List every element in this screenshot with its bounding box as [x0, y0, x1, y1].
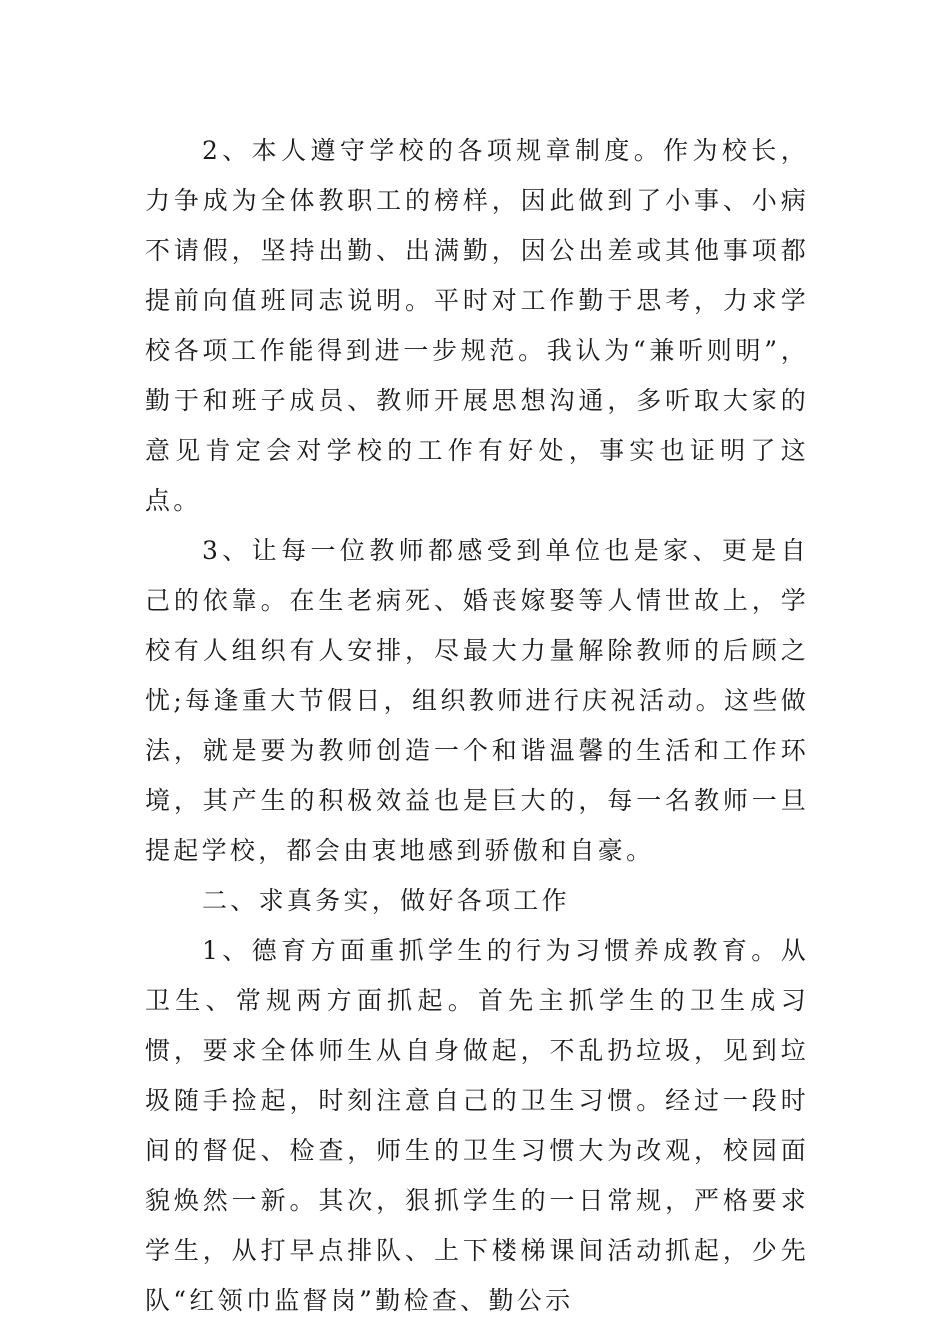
- section-heading-practical-work: 二、求真务实，做好各项工作: [202, 886, 570, 915]
- paragraph-moral-education: 1、德育方面重抓学生的行为习惯养成教育。从卫生、常规两方面抓起。首先主抓学生的卫生成习惯，要求全体师生从自身做起，不乱扔垃圾，见到垃圾随手捡起，时刻注意自己的卫生习惯。经过一段时间的督促、检查，师生的卫生习惯大为改观，校园面貌焕然一新。其次，狠抓学生的一日常规，严格要求学生，从打早点排队、上下楼梯课间活动抓起，少先队“红领巾监督岗”勤检查、勤公示: [145, 936, 809, 1315]
- paragraph-rules-compliance: 2、本人遵守学校的各项规章制度。作为校长，力争成为全体教职工的榜样，因此做到了小事、小病不请假，坚持出勤、出满勤，因公出差或其他事项都提前向值班同志说明。平时对工作勤于思考，力求学校各项工作能得到进一步规范。我认为“兼听则明”，勤于和班子成员、教师开展思想沟通，多听取大家的意见肯定会对学校的工作有好处，事实也证明了这点。: [145, 136, 809, 515]
- paragraph-teacher-support: 3、让每一位教师都感受到单位也是家、更是自己的依靠。在生老病死、婚丧嫁娶等人情世故上，学校有人组织有人安排，尽最大力量解除教师的后顾之忧;每逢重大节假日，组织教师进行庆祝活动。这些做法，就是要为教师创造一个和谐温馨的生活和工作环境，其产生的积极效益也是巨大的，每一名教师一旦提起学校，都会由衷地感到骄傲和自豪。: [145, 536, 809, 865]
- document-body: [145, 126, 809, 1326]
